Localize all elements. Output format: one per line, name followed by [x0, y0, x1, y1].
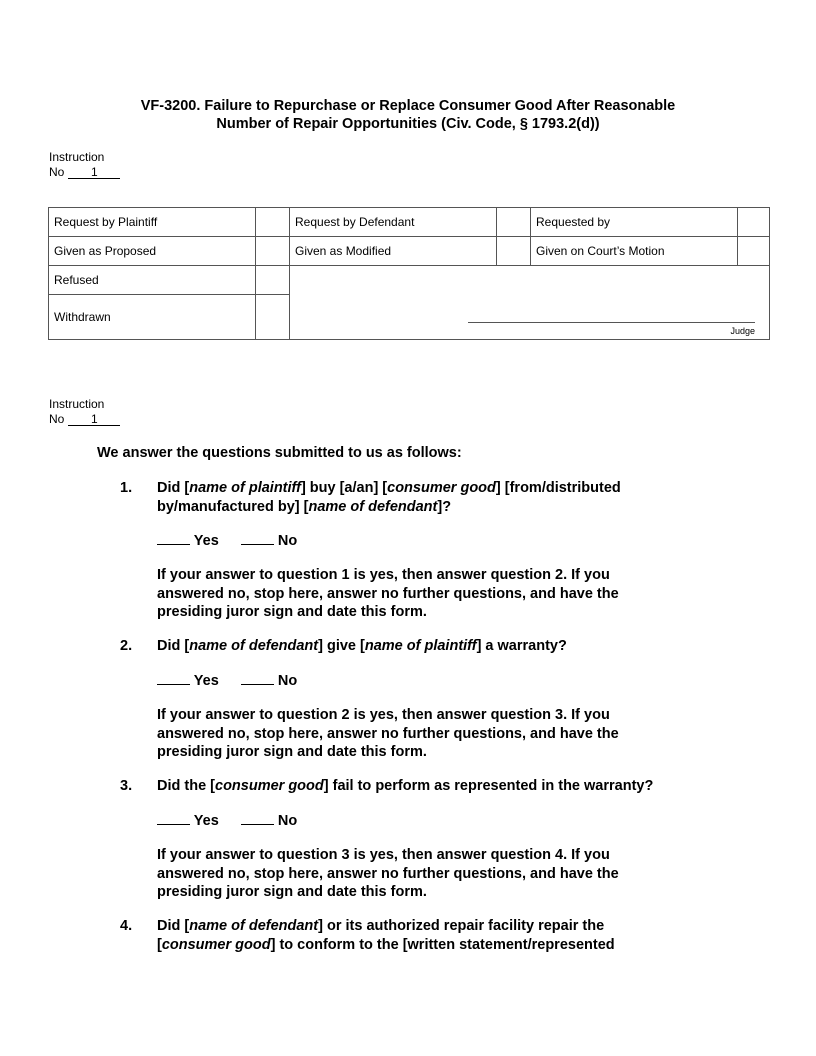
yes-label: Yes: [193, 533, 219, 549]
request-by-defendant-label: Request by Defendant: [290, 208, 497, 237]
judge-label: Judge: [730, 326, 755, 336]
followup-1: If your answer to question 1 is yes, then answer question 2. If you answered no, stop here, answer no further questions, and have the presiding juror sign and date this form.: [157, 567, 619, 620]
answer-options-1: [157, 532, 297, 549]
followup-3: If your answer to question 3 is yes, then answer question 4. If you answered no, stop here, answer no further questions, and have the presiding juror sign and date this form.: [157, 847, 619, 900]
instruction-no-label: No: [49, 411, 65, 426]
refused-checkbox[interactable]: [256, 266, 290, 295]
withdrawn-checkbox[interactable]: [256, 295, 290, 340]
form-title: [60, 97, 756, 133]
yes-label: Yes: [193, 673, 219, 689]
instruction-number-top: [49, 150, 120, 179]
instruction-label: Instruction: [49, 150, 105, 164]
no-label: No: [277, 533, 298, 549]
instruction-no-label: No: [49, 164, 65, 179]
title-line-1: VF-3200. Failure to Repurchase or Replace Consumer Good After Reasonable: [140, 98, 676, 114]
instruction-label: Instruction: [49, 397, 105, 411]
yes-blank[interactable]: [157, 672, 190, 685]
given-on-courts-motion-checkbox[interactable]: [738, 237, 770, 266]
no-label: No: [277, 673, 298, 689]
followup-2: If your answer to question 2 is yes, then answer question 3. If you answered no, stop here, answer no further questions, and have the presiding juror sign and date this form.: [157, 707, 619, 760]
instruction-number-value: 1: [68, 166, 120, 179]
answer-options-2: [157, 672, 297, 689]
question-number: 1.: [120, 480, 133, 496]
requested-by-label: Requested by: [531, 208, 738, 237]
request-by-defendant-checkbox[interactable]: [497, 208, 531, 237]
given-on-courts-motion-label: Given on Court’s Motion: [531, 237, 738, 266]
refused-label: Refused: [49, 266, 256, 295]
no-blank[interactable]: [241, 532, 274, 545]
question-number: 3.: [120, 778, 133, 794]
question-text: Did [name of defendant] or its authorized repair facility repair the [consumer good] to conform to the [written statement/represented: [157, 918, 615, 953]
answer-options-3: [157, 812, 297, 829]
instruction-number-bottom: [49, 397, 120, 426]
question-number: 4.: [120, 918, 133, 934]
question-text: Did [name of plaintiff] buy [a/an] [consumer good] [from/distributed by/manufactured by] [name of defendant]?: [157, 480, 621, 515]
question-number: 2.: [120, 638, 133, 654]
instruction-number-value: 1: [68, 413, 120, 426]
no-label: No: [277, 813, 298, 829]
verdict-intro: We answer the questions submitted to us as follows:: [97, 445, 462, 461]
withdrawn-label: Withdrawn: [49, 295, 256, 340]
request-table: [48, 207, 770, 340]
question-text: Did [name of defendant] give [name of plaintiff] a warranty?: [157, 638, 567, 654]
given-as-modified-label: Given as Modified: [290, 237, 497, 266]
no-blank[interactable]: [241, 812, 274, 825]
yes-blank[interactable]: [157, 812, 190, 825]
request-by-plaintiff-label: Request by Plaintiff: [49, 208, 256, 237]
yes-label: Yes: [193, 813, 219, 829]
judge-signature-area: [290, 266, 770, 340]
yes-blank[interactable]: [157, 532, 190, 545]
title-line-2: Number of Repair Opportunities (Civ. Code, § 1793.2(d)): [216, 116, 600, 132]
no-blank[interactable]: [241, 672, 274, 685]
judge-signature-line[interactable]: [468, 322, 755, 323]
given-as-proposed-checkbox[interactable]: [256, 237, 290, 266]
given-as-modified-checkbox[interactable]: [497, 237, 531, 266]
question-text: Did the [consumer good] fail to perform as represented in the warranty?: [157, 778, 654, 794]
request-by-plaintiff-checkbox[interactable]: [256, 208, 290, 237]
given-as-proposed-label: Given as Proposed: [49, 237, 256, 266]
requested-by-checkbox[interactable]: [738, 208, 770, 237]
